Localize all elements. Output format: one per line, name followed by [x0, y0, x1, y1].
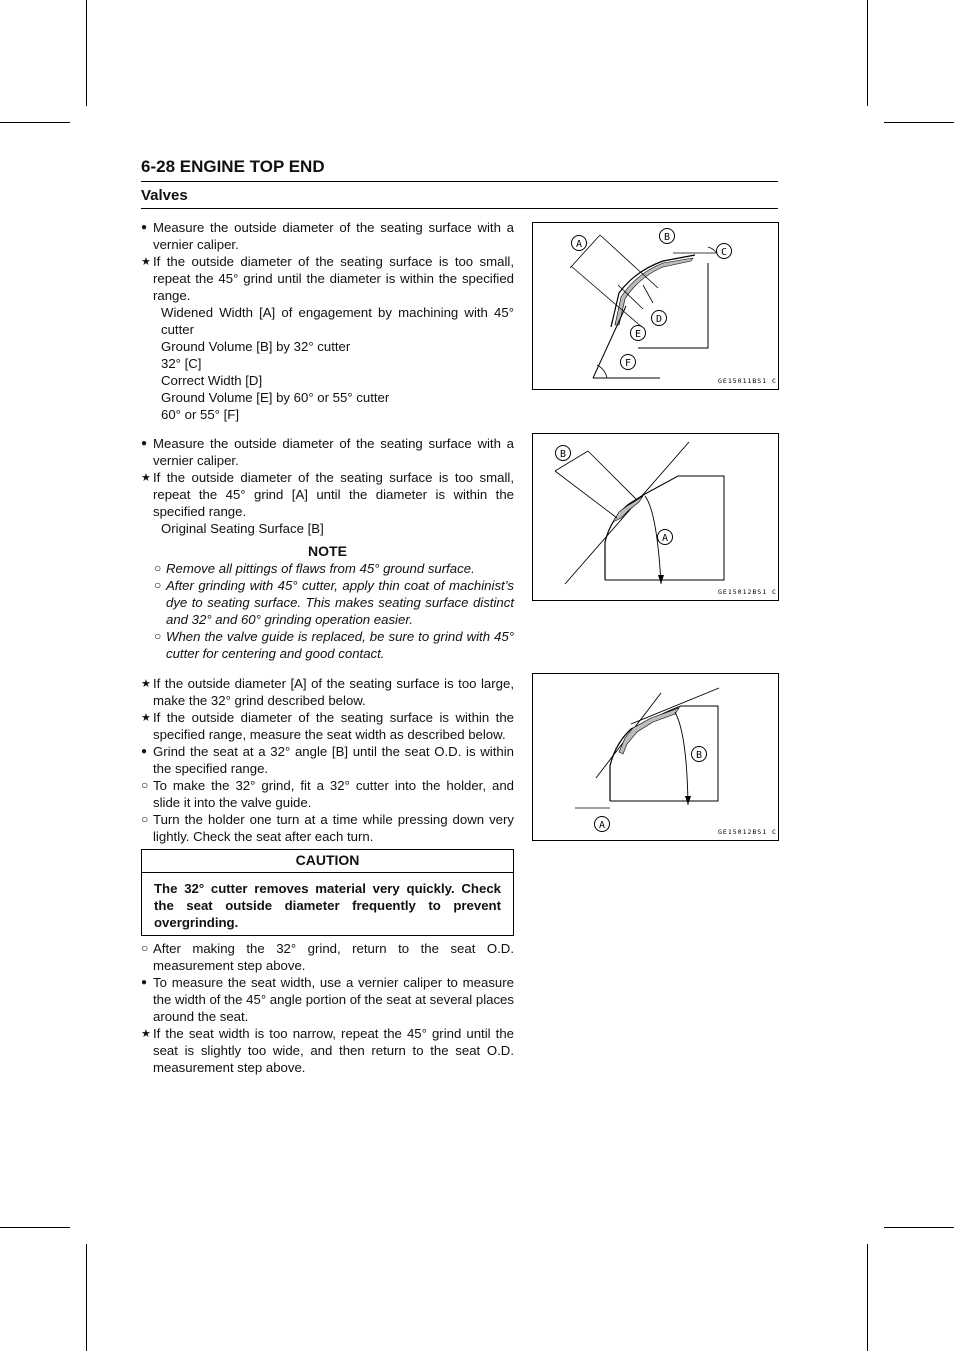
caution-heading: CAUTION — [142, 850, 513, 873]
list-item — [141, 219, 514, 253]
bullet-icon: ● — [141, 438, 148, 449]
circle-icon: ○ — [141, 812, 149, 826]
item-text: If the outside diameter of the seating surface is too small, repeat the 45° grind [A] until the diameter is within the specified range. — [153, 470, 514, 519]
list-item — [141, 974, 514, 1025]
item-text: Turn the holder one turn at a time while pressing down very lightly. Check the seat after each turn. — [153, 812, 514, 844]
circle-icon: ○ — [154, 561, 162, 575]
list-item — [141, 709, 514, 743]
list-item — [141, 940, 514, 974]
crop-mark — [0, 122, 70, 123]
svg-text:D: D — [655, 314, 663, 325]
item-text: Grind the seat at a 32° angle [B] until the seat O.D. is within the specified range. — [153, 744, 514, 776]
bullet-icon: ● — [141, 222, 148, 233]
circle-icon: ○ — [141, 941, 149, 955]
legend-item: 60° or 55° [F] — [161, 407, 239, 422]
legend-item: 32° [C] — [161, 356, 202, 371]
list-item — [141, 743, 514, 777]
list-item — [141, 253, 514, 304]
svg-text:A: A — [575, 239, 583, 250]
svg-text:B: B — [663, 232, 671, 243]
list-item — [141, 435, 514, 469]
figure-code: GE15012BS1 C — [718, 828, 777, 836]
legend-item: Original Seating Surface [B] — [161, 521, 324, 536]
list-item — [141, 777, 514, 811]
bullet-icon: ● — [141, 746, 148, 757]
block-2 — [141, 435, 514, 662]
list-item — [141, 675, 514, 709]
page-title: 6-28 ENGINE TOP END — [141, 157, 778, 182]
circle-icon: ○ — [154, 629, 162, 643]
note-text: Remove all pittings of flaws from 45° ground surface. — [166, 561, 475, 576]
block-3 — [141, 675, 514, 1076]
caution-box — [141, 849, 514, 936]
item-text: If the outside diameter of the seating surface is within the specified range, measure the seat width as described below. — [153, 710, 514, 742]
callout-b — [556, 446, 571, 461]
note-heading: NOTE — [308, 543, 347, 559]
item-text: Measure the outside diameter of the seating surface with a vernier caliper. — [153, 220, 514, 252]
star-icon: ★ — [141, 256, 151, 268]
callout-b — [660, 229, 675, 244]
item-text: To make the 32° grind, fit a 32° cutter into the holder, and slide it into the valve guide. — [153, 778, 514, 810]
item-text: To measure the seat width, use a vernier caliper to measure the width of the 45° angle portion of the seat at several places around the seat. — [153, 975, 514, 1024]
crop-mark — [867, 0, 868, 106]
legend-item: Ground Volume [B] by 32° cutter — [161, 339, 351, 354]
callout-a — [572, 236, 587, 251]
list-item — [141, 469, 514, 520]
note-text: When the valve guide is replaced, be sure to grind with 45° cutter for centering and good contact. — [166, 629, 514, 661]
svg-text:C: C — [720, 247, 728, 258]
crop-mark — [86, 0, 87, 106]
legend-item: Correct Width [D] — [161, 373, 263, 388]
item-text: If the seat width is too narrow, repeat the 45° grind until the seat is slightly too wide, and then return to the seat O.D. measurement step above. — [153, 1026, 514, 1075]
callout-e — [631, 326, 646, 341]
figure-1 — [532, 222, 779, 390]
crop-mark — [884, 122, 954, 123]
bullet-icon: ● — [141, 977, 148, 988]
svg-text:A: A — [598, 820, 606, 831]
crop-mark — [86, 1244, 87, 1351]
note-text: After grinding with 45° cutter, apply thin coat of machinist’s dye to seating surface. This makes seating surface distinct and 32° and 60° grinding operation easier. — [166, 578, 514, 627]
block-1 — [141, 219, 514, 423]
circle-icon: ○ — [154, 578, 162, 592]
note-item — [141, 560, 514, 577]
star-icon: ★ — [141, 712, 151, 724]
figure-code: GE15011BS1 C — [718, 377, 777, 385]
caution-text: The 32° cutter removes material very quickly. Check the seat outside diameter frequently to prevent overgrinding. — [154, 881, 501, 930]
valve-seat-diagram-3 — [533, 674, 778, 840]
figure-3 — [532, 673, 779, 841]
figure-code: GE15012BS1 C — [718, 588, 777, 596]
crop-mark — [884, 1227, 954, 1228]
valve-seat-diagram-1 — [533, 223, 778, 389]
crop-mark — [867, 1244, 868, 1351]
star-icon: ★ — [141, 678, 151, 690]
callout-a — [595, 817, 610, 832]
svg-text:E: E — [634, 329, 642, 340]
callout-d — [652, 311, 667, 326]
item-text: Measure the outside diameter of the seating surface with a vernier caliper. — [153, 436, 514, 468]
figure-2 — [532, 433, 779, 601]
list-item — [141, 811, 514, 845]
legend-item: Widened Width [A] of engagement by machining with 45° cutter — [161, 305, 514, 337]
note-item — [141, 628, 514, 662]
valve-seat-diagram-2 — [533, 434, 778, 600]
list-item — [141, 1025, 514, 1076]
svg-text:B: B — [559, 449, 567, 460]
crop-mark — [0, 1227, 70, 1228]
legend-item: Ground Volume [E] by 60° or 55° cutter — [161, 390, 390, 405]
star-icon: ★ — [141, 472, 151, 484]
callout-b — [692, 747, 707, 762]
callout-a — [658, 530, 673, 545]
item-text: If the outside diameter [A] of the seating surface is too large, make the 32° grind described below. — [153, 676, 514, 708]
circle-icon: ○ — [141, 778, 149, 792]
item-text: After making the 32° grind, return to the seat O.D. measurement step above. — [153, 941, 514, 973]
section-title: Valves — [141, 187, 778, 209]
star-icon: ★ — [141, 1028, 151, 1040]
svg-text:F: F — [624, 358, 632, 369]
callout-c — [717, 244, 732, 259]
item-text: If the outside diameter of the seating surface is too small, repeat the 45° grind until the diameter is within the specified range. — [153, 254, 514, 303]
callout-f — [621, 355, 636, 370]
svg-text:B: B — [695, 750, 703, 761]
svg-text:A: A — [661, 533, 669, 544]
note-item — [141, 577, 514, 628]
